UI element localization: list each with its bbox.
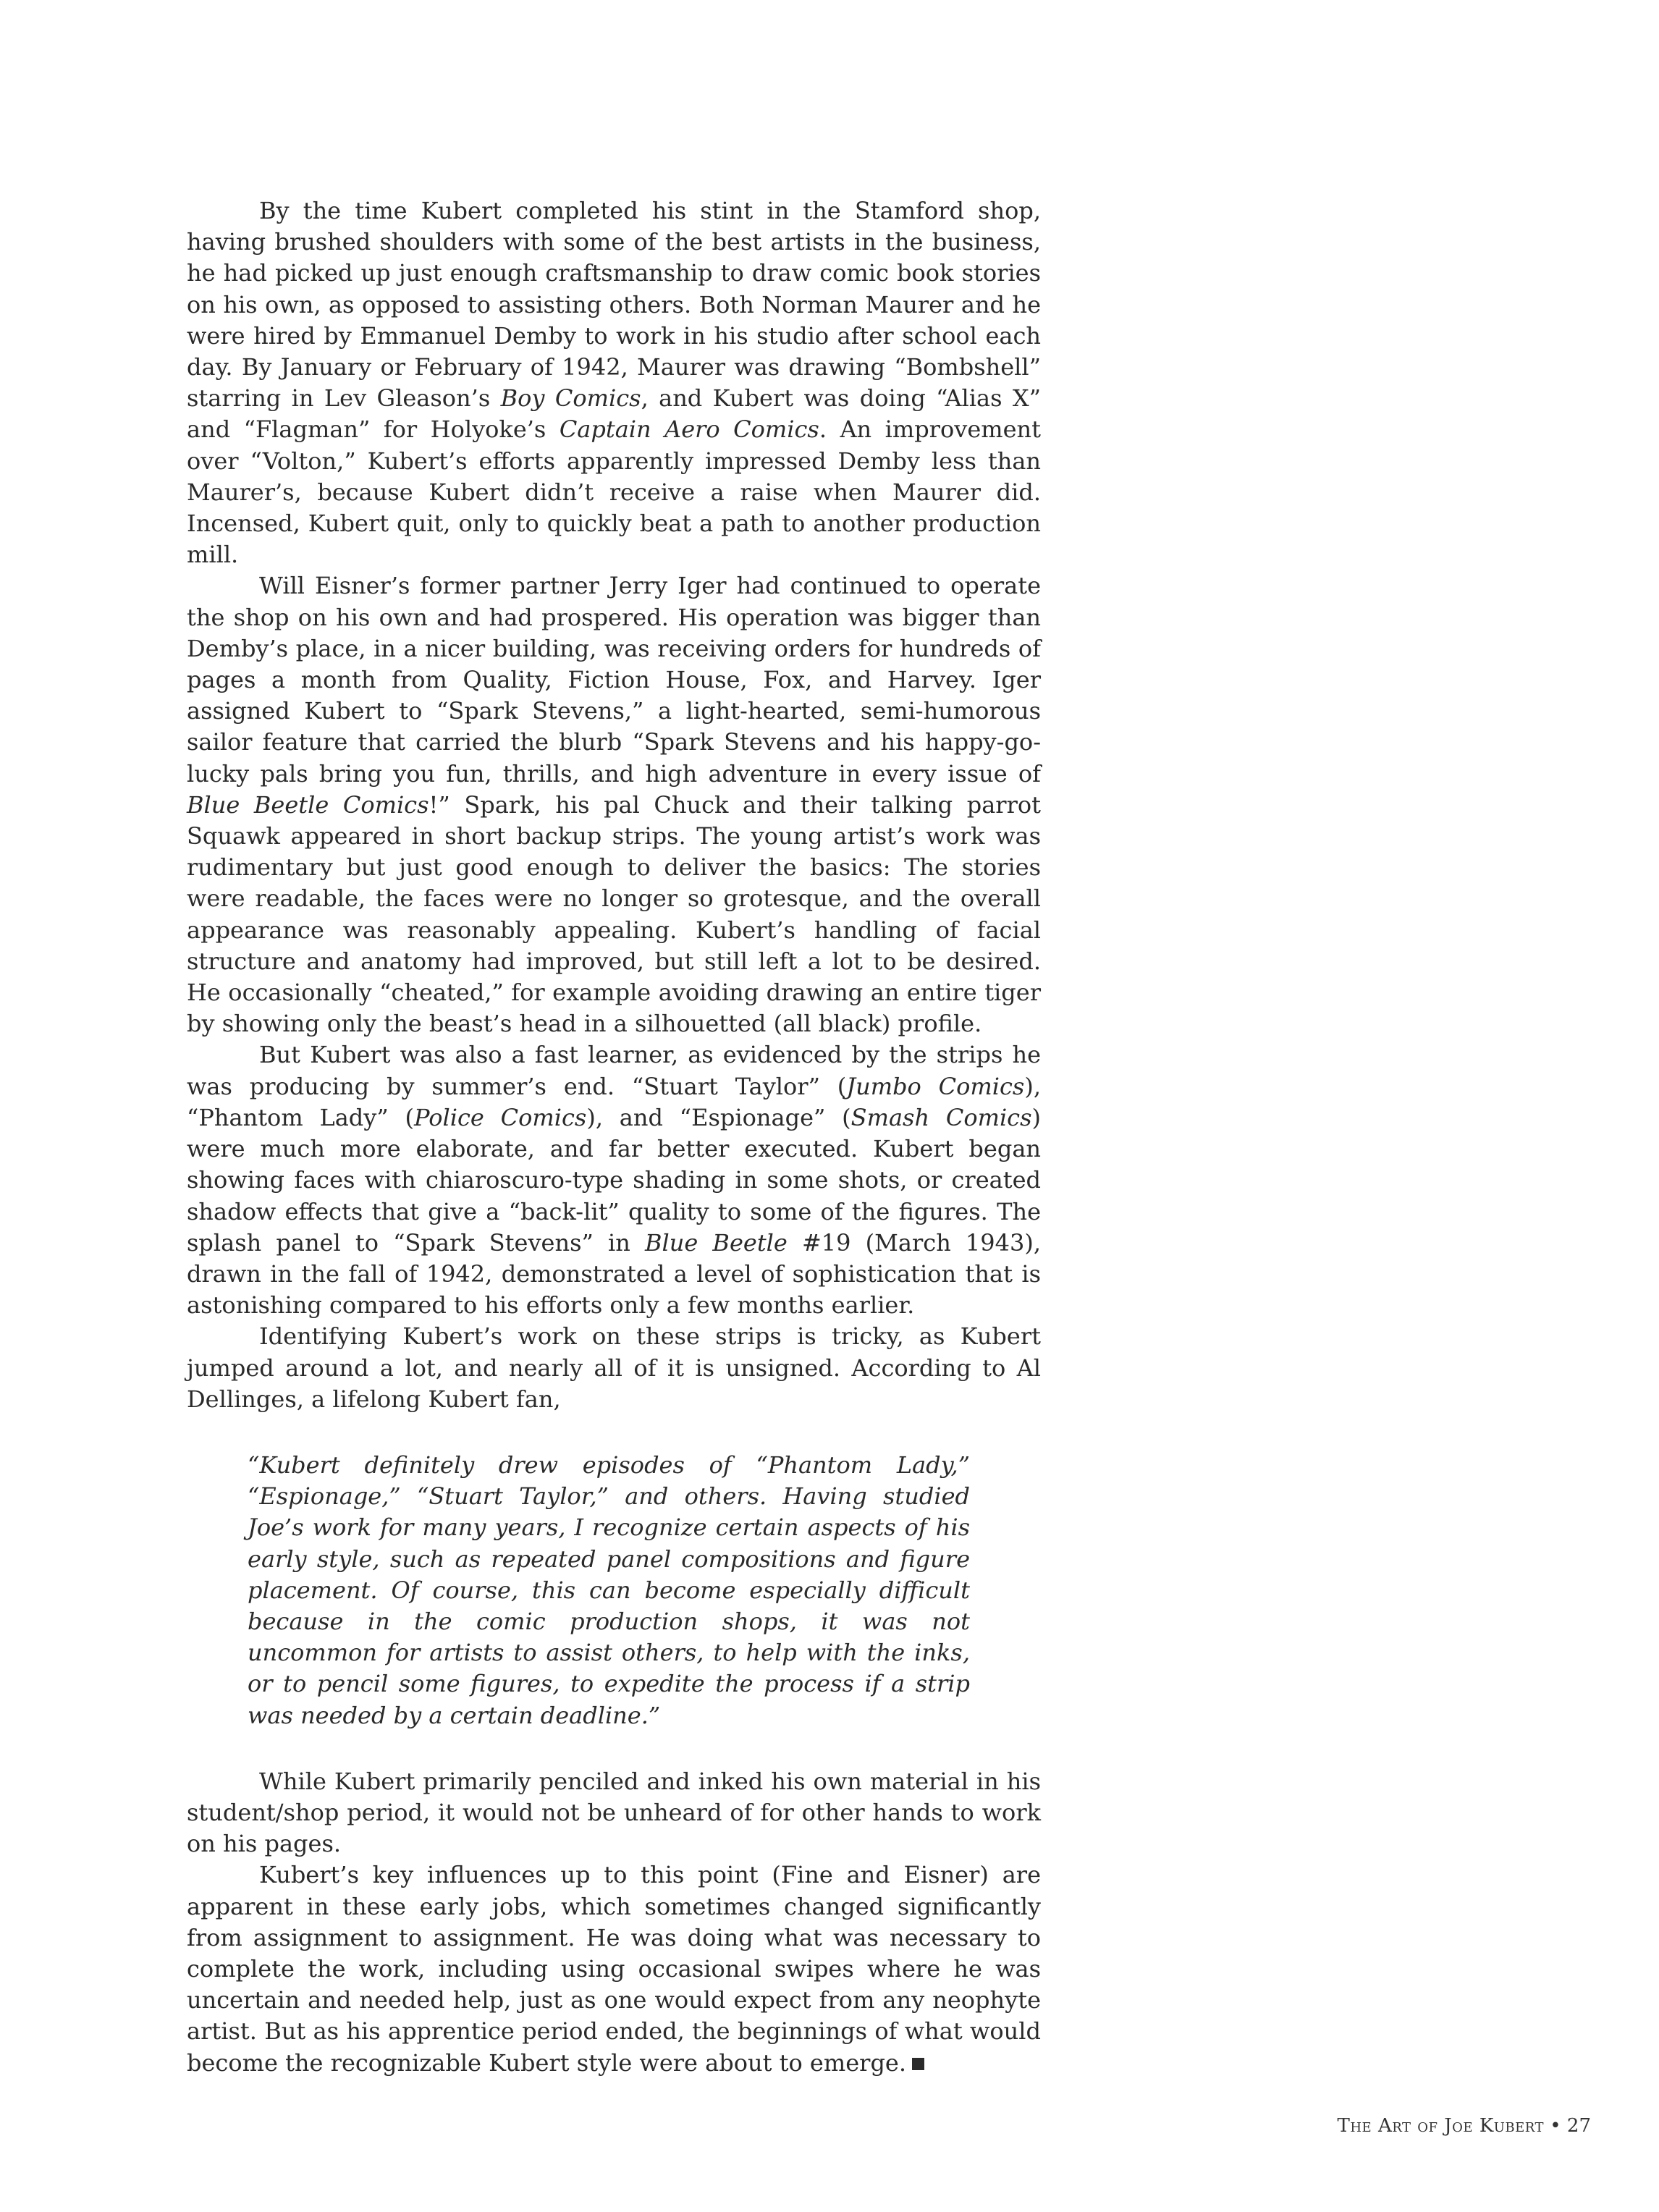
text-run: Identifying Kubert’s work on these strips is tricky, as Kubert jumped around a lot, and nearly all of it is unsigned. According to Al Dellinges, a lifelong Kubert fan,	[187, 1322, 1041, 1413]
body-paragraph	[187, 195, 1041, 570]
text-run: Kubert’s key influences up to this point (Fine and Eisner) are apparent in these early jobs, which sometimes changed significantly from assignment to assignment. He was doing what was necessary to complete the work, including using occasional swipes where he was uncertain and needed help, just as one would expect from any neophyte artist. But as his apprentice period ended, the beginnings of what would become the recognizable Kubert style were about to emerge.	[187, 1861, 1041, 2077]
text-run: #19 (March 1943), drawn in the fall of 1942, demonstrated a level of sophistication that is astonishing compared to his efforts only a few months earlier.	[187, 1228, 1042, 1320]
text-run: By the time Kubert completed his stint in the Stamford shop, having brushed shoulders with some of the best artists in the business, he had picked up just enough craftsmanship to draw comic book stories on his own, as opposed to assisting others. Both Norman Maurer and he were hired by Emmanuel Demby to work in his studio after school each day. By January or February of 1942, Maurer was drawing “Bombshell” starring in Lev Gleason’s	[187, 197, 1041, 413]
italic-title: Jumbo Comics	[846, 1072, 1025, 1100]
text-run: , and Kubert was doing “Alias X” and “Flagman” for Holyoke’s	[187, 384, 1042, 444]
footer-separator: •	[1550, 2115, 1561, 2137]
text-run: Will Eisner’s former partner Jerry Iger had continued to operate the shop on his own and had prospered. His operation was bigger than Demby’s place, in a nicer building, was receiving orders for hundreds of pages a month from Quality, Fiction House, Fox, and Harvey. Iger assigned Kubert to “Spark Stevens,” a light-hearted, semi-humorous sailor feature that carried the blurb “Spark Stevens and his happy-go-lucky pals bring you fun, thrills, and high adventure in every issue of	[187, 572, 1041, 788]
text-run: ), “Phantom Lady” (	[187, 1072, 1042, 1131]
italic-title: Blue Beetle	[645, 1228, 788, 1257]
block-quote	[248, 1450, 970, 1731]
text-run: But Kubert was also a fast learner, as evidenced by the strips he was producing by summer’s end. “Stuart Taylor” (	[187, 1041, 1041, 1100]
italic-title: Smash Comics	[850, 1103, 1032, 1131]
text-run: ), and “Espionage” (	[586, 1103, 851, 1131]
body-paragraph	[187, 570, 1041, 1039]
body-paragraph	[187, 1039, 1041, 1321]
running-title: The Art of Joe Kubert	[1337, 2115, 1545, 2137]
body-paragraph	[187, 1321, 1041, 1415]
text-run: “Kubert definitely drew episodes of “Phantom Lady,” “Espionage,” “Stuart Taylor,” and others. Having studied Joe’s work for many years, I recognize certain aspects of his early style, such as repeated panel compositions and figure placement. Of course, this can become especially difficult because in the comic production shops, it was not uncommon for artists to assist others, to help with the inks, or to pencil some figures, to expedite the process if a strip was needed by a certain deadline.”	[248, 1451, 970, 1729]
body-paragraph	[187, 1766, 1041, 1860]
italic-title: Boy Comics	[500, 384, 641, 413]
article-body	[187, 195, 1041, 2079]
page-footer	[1338, 2115, 1592, 2137]
italic-title: Captain Aero Comics	[559, 415, 819, 444]
page-number: 27	[1566, 2115, 1591, 2137]
text-run: . An improvement over “Volton,” Kubert’s efforts apparently impressed Demby less than Maurer’s, because Kubert didn’t receive a raise when Maurer did. Incensed, Kubert quit, only to quickly beat a path to another production mill.	[187, 415, 1042, 569]
end-of-article-mark	[912, 2058, 924, 2070]
text-run: ) were much more elaborate, and far better executed. Kubert began showing faces with chiaroscuro-type shading in some shots, or created shadow effects that give a “back-lit” quality to some of the figures. The splash panel to “Spark Stevens” in	[187, 1103, 1042, 1257]
italic-title: Blue Beetle Comics	[187, 790, 429, 819]
text-run: While Kubert primarily penciled and inked his own material in his student/shop period, it would not be unheard of for other hands to work on his pages.	[187, 1767, 1041, 1858]
text-run: !” Spark, his pal Chuck and their talking parrot Squawk appeared in short backup strips. The young artist’s work was rudimentary but just good enough to deliver the basics: The stories were readable, the faces were no longer so grotesque, and the overall appearance was reasonably appealing. Kubert’s handling of facial structure and anatomy had improved, but still left a lot to be desired. He occasionally “cheated,” for example avoiding drawing an entire tiger by showing only the beast’s head in a silhouetted (all black) profile.	[187, 790, 1042, 1038]
body-paragraph	[187, 1859, 1041, 2078]
italic-title: Police Comics	[414, 1103, 587, 1131]
